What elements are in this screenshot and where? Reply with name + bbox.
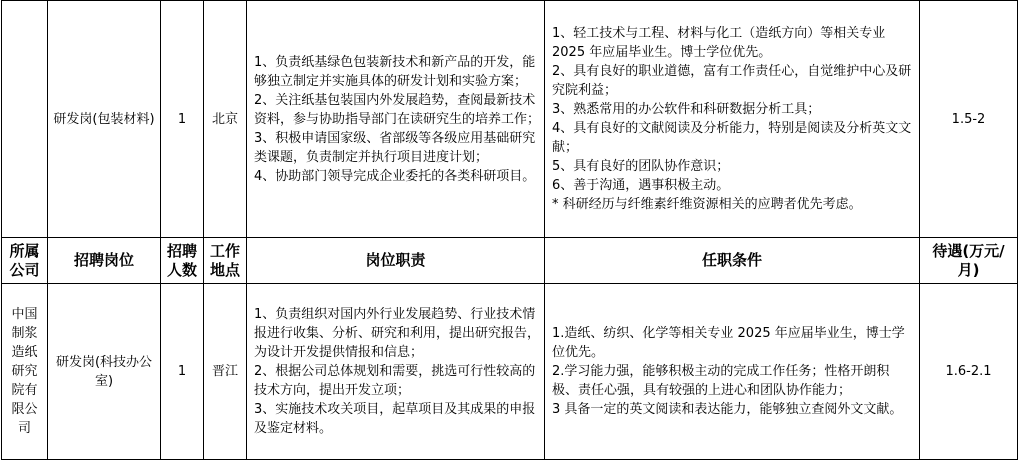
requirement-item: 1.造纸、纺织、化学等相关专业 2025 年应届毕业生，博士学位优先。 [552, 326, 905, 360]
table-row [2, 1, 1018, 238]
position-text: 研发岗(科技办公室) [55, 354, 153, 389]
header-company: 所属公司 [2, 238, 48, 284]
header-location: 工作地点 [204, 238, 247, 284]
requirement-item: 6、善于沟通，遇事积极主动。 [552, 178, 730, 193]
duty-item: 2、根据公司总体规划和需要，挑选可行性较高的技术方向，提出开发立项； [254, 364, 536, 398]
position-cell [48, 284, 161, 460]
requirement-item: 1、轻工技术与工程、材料与化工（造纸方向）等相关专业 2025 年应届毕业生。博士学位优先。 [552, 26, 886, 60]
salary-cell [920, 1, 1018, 238]
count-cell [161, 284, 204, 460]
requirement-item: 4、具有良好的文献阅读及分析能力，特别是阅读及分析英文文献； [552, 121, 912, 155]
requirement-item: 2.学习能力强，能够积极主动的完成工作任务；性格开朗积极、责任心强，具有较强的上进心和团队协作能力； [552, 364, 890, 398]
header-salary: 待遇(万元/月) [920, 238, 1018, 284]
duty-item: 1、负责组织对国内外行业发展趋势、行业技术情报进行收集、分析、研究和利用，提出研究报告，为设计开发提供情报和信息； [254, 307, 541, 360]
duties-cell [247, 1, 545, 238]
company-cell [2, 284, 48, 460]
salary-text: 1.5-2 [951, 111, 986, 127]
requirement-item: * 科研经历与纤维素纤维资源相关的应聘者优先考虑。 [552, 197, 862, 212]
table-row [2, 284, 1018, 460]
salary-text: 1.6-2.1 [945, 364, 992, 379]
header-count: 招聘人数 [161, 238, 204, 284]
count-text: 1 [177, 111, 187, 127]
requirements-cell [545, 1, 920, 238]
duty-item: 2、关注纸基包装国内外发展趋势，查阅最新技术资料，参与协助指导部门在读研究生的培养工作； [254, 92, 541, 127]
position-text: 研发岗(包装材料) [53, 111, 155, 127]
company-cell [2, 1, 48, 238]
salary-cell [920, 284, 1018, 460]
count-cell [161, 1, 204, 238]
header-requirements: 任职条件 [545, 238, 920, 284]
requirements-cell [545, 284, 920, 460]
location-text: 北京 [211, 111, 238, 127]
duty-item: 1、负责纸基绿色包装新技术和新产品的开发，能够独立制定并实施具体的研发计划和实验方案； [254, 54, 536, 89]
location-cell [204, 284, 247, 460]
location-cell [204, 1, 247, 238]
count-text: 1 [177, 364, 187, 379]
requirement-item: 2、具有良好的职业道德，富有工作责任心，自觉维护中心及研究院利益； [552, 64, 912, 98]
location-text: 晋江 [211, 364, 238, 379]
duty-item: 3、实施技术攻关项目，起草项目及其成果的申报及鉴定材料。 [254, 402, 536, 436]
company-text: 中国制浆造纸研究院有限公司 [11, 307, 38, 436]
header-position: 招聘岗位 [48, 238, 161, 284]
duties-cell [247, 284, 545, 460]
requirement-item: 3 具备一定的英文阅读和表达能力，能够独立查阅外文文献。 [552, 402, 903, 417]
requirement-item: 5、具有良好的团队协作意识； [552, 159, 730, 174]
recruitment-table [1, 0, 1018, 460]
requirement-item: 3、熟悉常用的办公软件和科研数据分析工具； [552, 102, 821, 117]
duty-item: 4、协助部门领导完成企业委托的各类科研项目。 [254, 168, 536, 184]
header-duties: 岗位职责 [247, 238, 545, 284]
table-header-row [2, 238, 1018, 284]
position-cell [48, 1, 161, 238]
duty-item: 3、积极申请国家级、省部级等各级应用基础研究类课题，负责制定并执行项目进度计划； [254, 130, 536, 165]
